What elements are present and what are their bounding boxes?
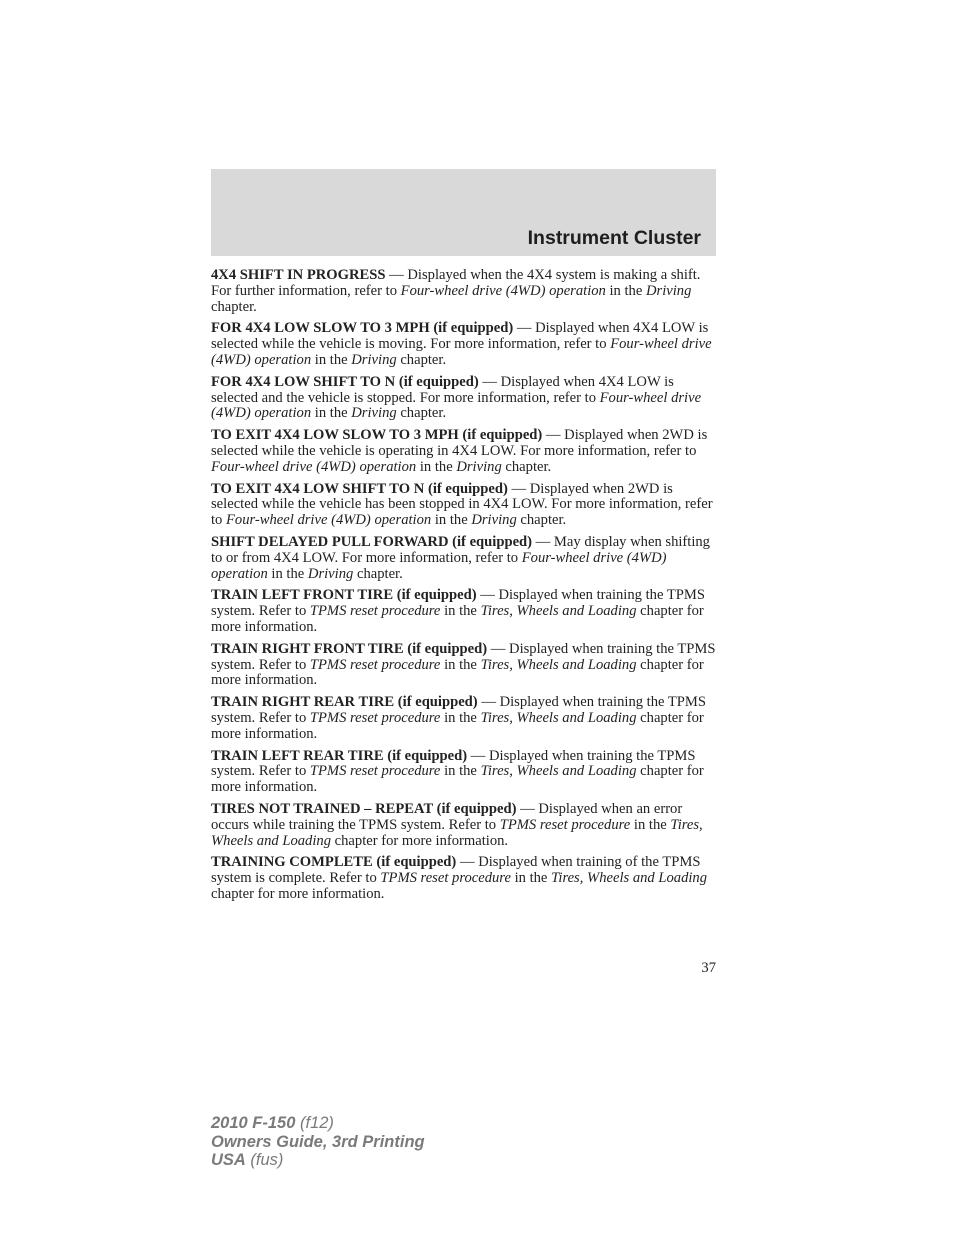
message-entry <box>211 268 716 315</box>
description-text: in the <box>440 763 481 780</box>
reference-text: Four-wheel drive (4WD) operation <box>400 282 606 299</box>
reference-text: Driving <box>456 458 502 475</box>
description-text: in the <box>267 565 308 582</box>
description-text: in the <box>311 351 352 368</box>
description-text: — Displayed when 2WD is selected while the vehicle has been stopped in 4X4 LOW. For more information, refer to <box>211 480 713 529</box>
reference-text: Four-wheel drive (4WD) operation <box>211 458 417 475</box>
description-text: chapter for more information. <box>211 885 385 902</box>
reference-text: TPMS reset procedure <box>309 656 441 673</box>
description-text: — Displayed when training of the TPMS system is complete. Refer to <box>211 854 701 887</box>
description-text: — Displayed when 4X4 LOW is selected and the vehicle is stopped. For more information, refer to <box>211 373 674 406</box>
footer-line-region <box>211 1151 425 1170</box>
message-term: TRAIN RIGHT REAR TIRE (if equipped) <box>211 694 478 711</box>
message-term: TIRES NOT TRAINED – REPEAT (if equipped) <box>211 800 517 817</box>
description-text: — May display when shifting to or from 4X4 LOW. For more information, refer to <box>211 533 710 566</box>
message-entry <box>211 642 716 689</box>
message-term: FOR 4X4 LOW SLOW TO 3 MPH (if equipped) <box>211 320 514 337</box>
footer-model-code: (f12) <box>295 1114 334 1132</box>
description-text: in the <box>440 709 481 726</box>
page-number: 37 <box>701 960 716 976</box>
description-text: in the <box>416 458 457 475</box>
description-text: — Displayed when training the TPMS system. Refer to <box>211 587 705 620</box>
description-text: in the <box>431 512 472 529</box>
message-entry <box>211 321 716 368</box>
reference-text: Driving <box>351 351 397 368</box>
footer-region-code: (fus) <box>245 1151 284 1169</box>
footer-region: USA <box>211 1151 246 1169</box>
message-entry <box>211 428 716 475</box>
chapter-title: Instrument Cluster <box>527 227 701 249</box>
description-text: — Displayed when an error occurs while training the TPMS system. Refer to <box>211 800 683 833</box>
reference-text: Driving <box>471 512 517 529</box>
description-text: chapter for more information. <box>211 763 704 796</box>
message-entry <box>211 535 716 582</box>
reference-text: Tires, Wheels and Loading <box>480 603 637 620</box>
reference-text: Driving <box>351 405 397 422</box>
description-text: chapter for more information. <box>211 603 704 635</box>
message-term: TRAIN RIGHT FRONT TIRE (if equipped) <box>211 640 488 657</box>
description-text: chapter. <box>353 565 403 582</box>
message-entry <box>211 802 716 849</box>
message-term: TRAIN LEFT FRONT TIRE (if equipped) <box>211 587 477 604</box>
reference-text: Four-wheel drive (4WD) operation <box>211 549 667 582</box>
description-text: in the <box>440 603 481 620</box>
reference-text: Four-wheel drive (4WD) operation <box>211 336 712 368</box>
message-term: SHIFT DELAYED PULL FORWARD (if equipped) <box>211 533 533 550</box>
reference-text: TPMS reset procedure <box>309 763 441 780</box>
message-term: TRAIN LEFT REAR TIRE (if equipped) <box>211 747 468 764</box>
message-term: TRAINING COMPLETE (if equipped) <box>211 854 457 871</box>
reference-text: TPMS reset procedure <box>499 816 631 833</box>
description-text: chapter for more information. <box>211 709 704 742</box>
footer-model: 2010 F-150 <box>211 1114 296 1132</box>
description-text: chapter for more information. <box>211 656 704 689</box>
reference-text: Tires, Wheels and Loading <box>480 709 637 726</box>
description-text: chapter for more information. <box>331 832 509 849</box>
message-term: FOR 4X4 LOW SHIFT TO N (if equipped) <box>211 373 479 390</box>
message-list <box>211 268 716 909</box>
message-term: TO EXIT 4X4 LOW SHIFT TO N (if equipped) <box>211 480 508 497</box>
chapter-header-bar <box>211 169 716 256</box>
message-term: TO EXIT 4X4 LOW SLOW TO 3 MPH (if equipped) <box>211 427 543 444</box>
description-text: chapter. <box>396 351 447 368</box>
reference-text: Tires, Wheels and Loading <box>480 656 637 673</box>
message-entry <box>211 855 716 902</box>
description-text: — Displayed when training the TPMS system. Refer to <box>211 694 707 726</box>
description-text: chapter. <box>396 405 447 422</box>
footer-line-guide <box>211 1133 425 1152</box>
reference-text: Four-wheel drive (4WD) operation <box>226 512 432 529</box>
description-text: in the <box>311 405 352 422</box>
footer-publication-info <box>211 1114 425 1170</box>
description-text: — Displayed when the 4X4 system is making a shift. For further information, refer to <box>211 267 701 299</box>
description-text: chapter. <box>211 298 257 315</box>
reference-text: Tires, Wheels and Loading <box>480 763 637 780</box>
description-text: — Displayed when training the TPMS system. Refer to <box>211 640 716 673</box>
message-entry <box>211 375 716 422</box>
reference-text: Tires, Wheels and Loading <box>211 816 703 849</box>
reference-text: Driving <box>646 282 692 299</box>
message-entry <box>211 749 716 796</box>
description-text: in the <box>630 816 671 833</box>
reference-text: Tires, Wheels and Loading <box>551 870 708 887</box>
description-text: — Displayed when 4X4 LOW is selected while the vehicle is moving. For more information, refer to <box>211 320 709 353</box>
description-text: — Displayed when training the TPMS system. Refer to <box>211 747 696 780</box>
message-entry <box>211 588 716 635</box>
footer-guide-title: Owners Guide, 3rd Printing <box>211 1132 425 1151</box>
description-text: in the <box>440 656 481 673</box>
description-text: in the <box>510 870 552 887</box>
reference-text: TPMS reset procedure <box>380 870 511 887</box>
message-entry <box>211 482 716 529</box>
description-text: in the <box>605 282 646 299</box>
reference-text: Driving <box>307 565 354 582</box>
description-text: — Displayed when 2WD is selected while the vehicle is operating in 4X4 LOW. For more information, refer to <box>211 427 708 459</box>
message-term: 4X4 SHIFT IN PROGRESS <box>211 267 386 283</box>
reference-text: Four-wheel drive (4WD) operation <box>211 389 702 422</box>
description-text: chapter. <box>501 458 552 475</box>
description-text: chapter. <box>516 512 567 529</box>
footer-line-model <box>211 1114 425 1133</box>
message-entry <box>211 695 716 742</box>
reference-text: TPMS reset procedure <box>309 709 441 726</box>
reference-text: TPMS reset procedure <box>309 603 441 620</box>
